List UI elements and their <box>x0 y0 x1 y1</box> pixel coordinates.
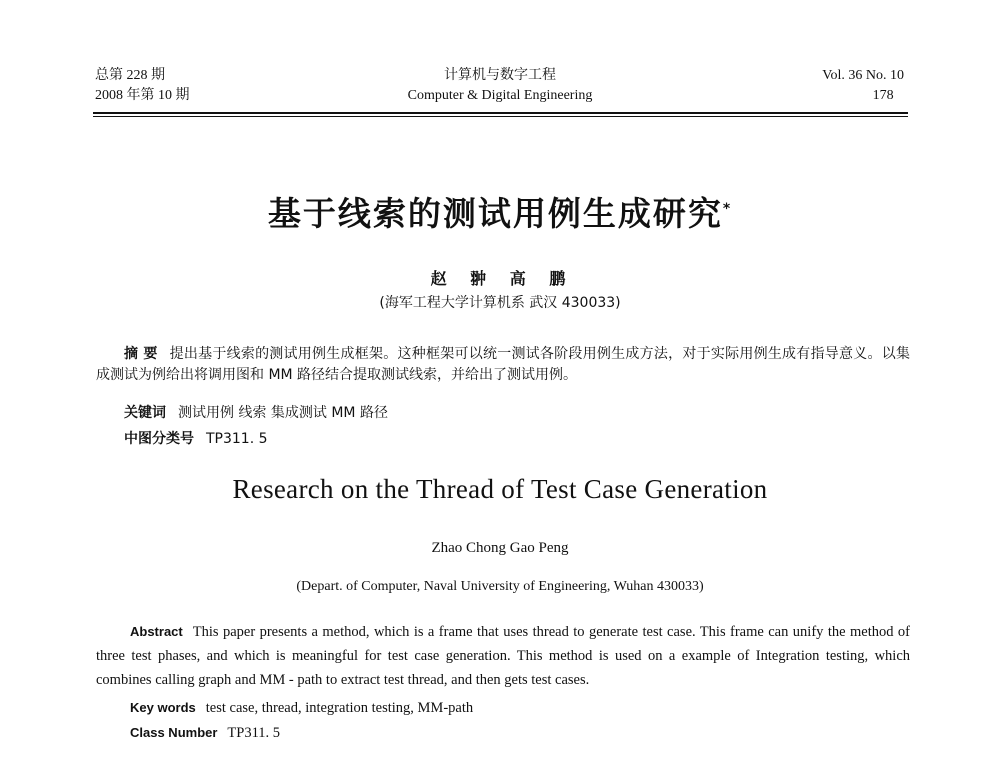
abstract-cn-label: 摘 要 <box>124 346 158 362</box>
classification-en-text: TP311. 5 <box>227 725 281 741</box>
keywords-cn-label: 关键词 <box>124 405 166 421</box>
abstract-en-label: Abstract <box>130 624 183 639</box>
abstract-en-text: This paper presents a method, which is a frame that uses thread to generate test case. This frame can unify the method of three test phases, and which is meaningful for test case generation. This method is used on a example of Integration testing, which combines calling graph and MM - path to extract test thread, and then gets test cases. <box>96 624 910 688</box>
year-issue: 2008 年第 10 期 <box>95 88 190 103</box>
volume-info <box>822 66 904 106</box>
journal-name-cn: 计算机与数字工程 <box>444 68 556 83</box>
volume-number: Vol. 36 No. 10 <box>822 68 904 83</box>
header-rule-thick <box>93 112 908 114</box>
keywords-en-label: Key words <box>130 700 196 715</box>
total-issue: 总第 228 期 <box>95 68 165 83</box>
classification-en <box>130 725 280 742</box>
classification-cn <box>124 428 268 448</box>
paper-title-cn <box>0 188 1000 235</box>
abstract-cn-text: 提出基于线索的测试用例生成框架。这种框架可以统一测试各阶段用例生成方法，对于实际用例生成有指导意义。以集成测试为例给出将调用图和 MM 路径结合提取测试线索，并给出了测试用例。 <box>96 346 911 383</box>
title-cn-text: 基于线索的测试用例生成研究 <box>267 194 723 233</box>
abstract-en <box>96 620 910 692</box>
keywords-en-text: test case, thread, integration testing, MM-path <box>205 700 474 716</box>
journal-issue-info <box>95 66 190 106</box>
abstract-cn <box>96 344 910 386</box>
authors-cn: 赵 翀 高 鹏 <box>430 269 570 288</box>
authors-en: Zhao Chong Gao Peng <box>431 540 569 556</box>
affiliation-cn: (海军工程大学计算机系 武汉 430033) <box>379 295 621 311</box>
paper-title-en: Research on the Thread of Test Case Generation <box>232 474 768 504</box>
header-rule-thin <box>93 116 908 117</box>
affiliation-en: (Depart. of Computer, Naval University of Engineering, Wuhan 430033) <box>296 579 704 594</box>
classification-cn-label: 中图分类号 <box>124 431 194 447</box>
keywords-cn <box>124 402 388 422</box>
keywords-cn-text: 测试用例 线索 集成测试 MM 路径 <box>178 405 388 421</box>
journal-name <box>300 66 700 106</box>
journal-name-en: Computer & Digital Engineering <box>407 88 593 103</box>
page-number: 178 <box>872 88 894 103</box>
keywords-en <box>130 700 473 717</box>
title-footnote-mark: * <box>722 201 733 217</box>
classification-en-label: Class Number <box>130 725 218 740</box>
classification-cn-text: TP311. 5 <box>206 431 268 447</box>
